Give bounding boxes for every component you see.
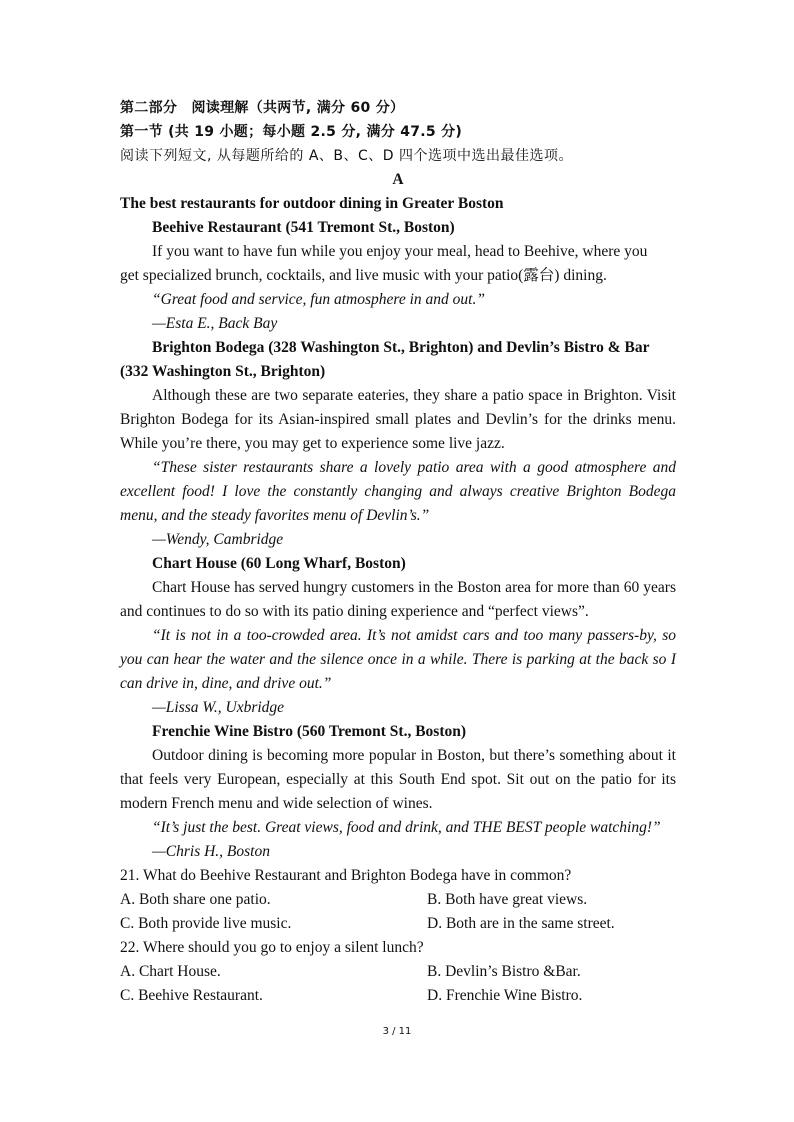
option-a: A. Chart House. bbox=[120, 963, 221, 980]
restaurant-description: get specialized brunch, cocktails, and live music with your patio(露台) dining. bbox=[120, 267, 607, 284]
review-author: —Wendy, Cambridge bbox=[152, 531, 284, 548]
restaurant-name: Frenchie Wine Bistro (560 Tremont St., Boston) bbox=[152, 723, 467, 740]
option-b: B. Devlin’s Bistro &Bar. bbox=[427, 963, 581, 980]
review-author: —Lissa W., Uxbridge bbox=[152, 699, 285, 716]
option-row bbox=[120, 984, 676, 1008]
option-b: B. Both have great views. bbox=[427, 891, 588, 908]
review-quote: “Great food and service, fun atmosphere in and out.” bbox=[152, 291, 485, 308]
restaurant-description: Chart House has served hungry customers in the Boston area for more than 60 years and continues to do so with its patio dining experience and “perfect views”. bbox=[120, 579, 676, 620]
option-row bbox=[120, 912, 676, 936]
section-title: 第一节 (共 19 小题；每小题 2.5 分, 满分 47.5 分) bbox=[120, 124, 463, 140]
restaurant-name: Chart House (60 Long Wharf, Boston) bbox=[152, 555, 406, 572]
restaurant-description: Although these are two separate eateries, they share a patio space in Brighton. Visit Brighton Bodega for its Asian-inspired small plates and Devlin’s for the drinks menu. While you’re there, you may get to experience some live jazz. bbox=[120, 387, 676, 452]
review-quote: “These sister restaurants share a lovely patio area with a good atmosphere and excellent food! I love the constantly changing and always creative Brighton Bodega menu, and the steady favorites menu of Devlin’s.” bbox=[120, 459, 676, 524]
restaurant-name: Brighton Bodega (328 Washington St., Brighton) and Devlin’s Bistro & Bar bbox=[152, 339, 650, 356]
exam-page bbox=[120, 96, 676, 1008]
question-stem: 22. Where should you go to enjoy a silent lunch? bbox=[120, 939, 424, 956]
restaurant-description: Outdoor dining is becoming more popular in Boston, but there’s something about it that feels very European, especially at this South End spot. Sit out on the patio for its modern French menu and wide selection of wines. bbox=[120, 747, 676, 812]
option-d: D. Both are in the same street. bbox=[427, 915, 615, 932]
restaurant-description: If you want to have fun while you enjoy your meal, head to Beehive, where you bbox=[152, 243, 648, 260]
passage-letter: A bbox=[392, 171, 404, 188]
part-title: 第二部分 阅读理解（共两节, 满分 60 分） bbox=[120, 100, 405, 116]
option-row bbox=[120, 960, 676, 984]
question-stem: 21. What do Beehive Restaurant and Brighton Bodega have in common? bbox=[120, 867, 572, 884]
restaurant-name: Beehive Restaurant (541 Tremont St., Boston) bbox=[152, 219, 455, 236]
review-quote: “It is not in a too-crowded area. It’s not amidst cars and too many passers-by, so you can hear the water and the silence once in a while. There is parking at the back so I can drive in, dine, and drive out.” bbox=[120, 627, 676, 692]
option-a: A. Both share one patio. bbox=[120, 891, 271, 908]
option-row bbox=[120, 888, 676, 912]
instruction: 阅读下列短文, 从每题所给的 A、B、C、D 四个选项中选出最佳选项。 bbox=[120, 148, 574, 164]
review-author: —Chris H., Boston bbox=[152, 843, 270, 860]
review-author: —Esta E., Back Bay bbox=[152, 315, 278, 332]
review-quote: “It’s just the best. Great views, food and drink, and THE BEST people watching!” bbox=[152, 819, 661, 836]
page-number: 3 / 11 bbox=[382, 1026, 412, 1037]
article-title: The best restaurants for outdoor dining in Greater Boston bbox=[120, 195, 504, 212]
option-c: C. Beehive Restaurant. bbox=[120, 987, 263, 1004]
option-c: C. Both provide live music. bbox=[120, 915, 292, 932]
restaurant-name: (332 Washington St., Brighton) bbox=[120, 363, 326, 380]
option-d: D. Frenchie Wine Bistro. bbox=[427, 987, 583, 1004]
